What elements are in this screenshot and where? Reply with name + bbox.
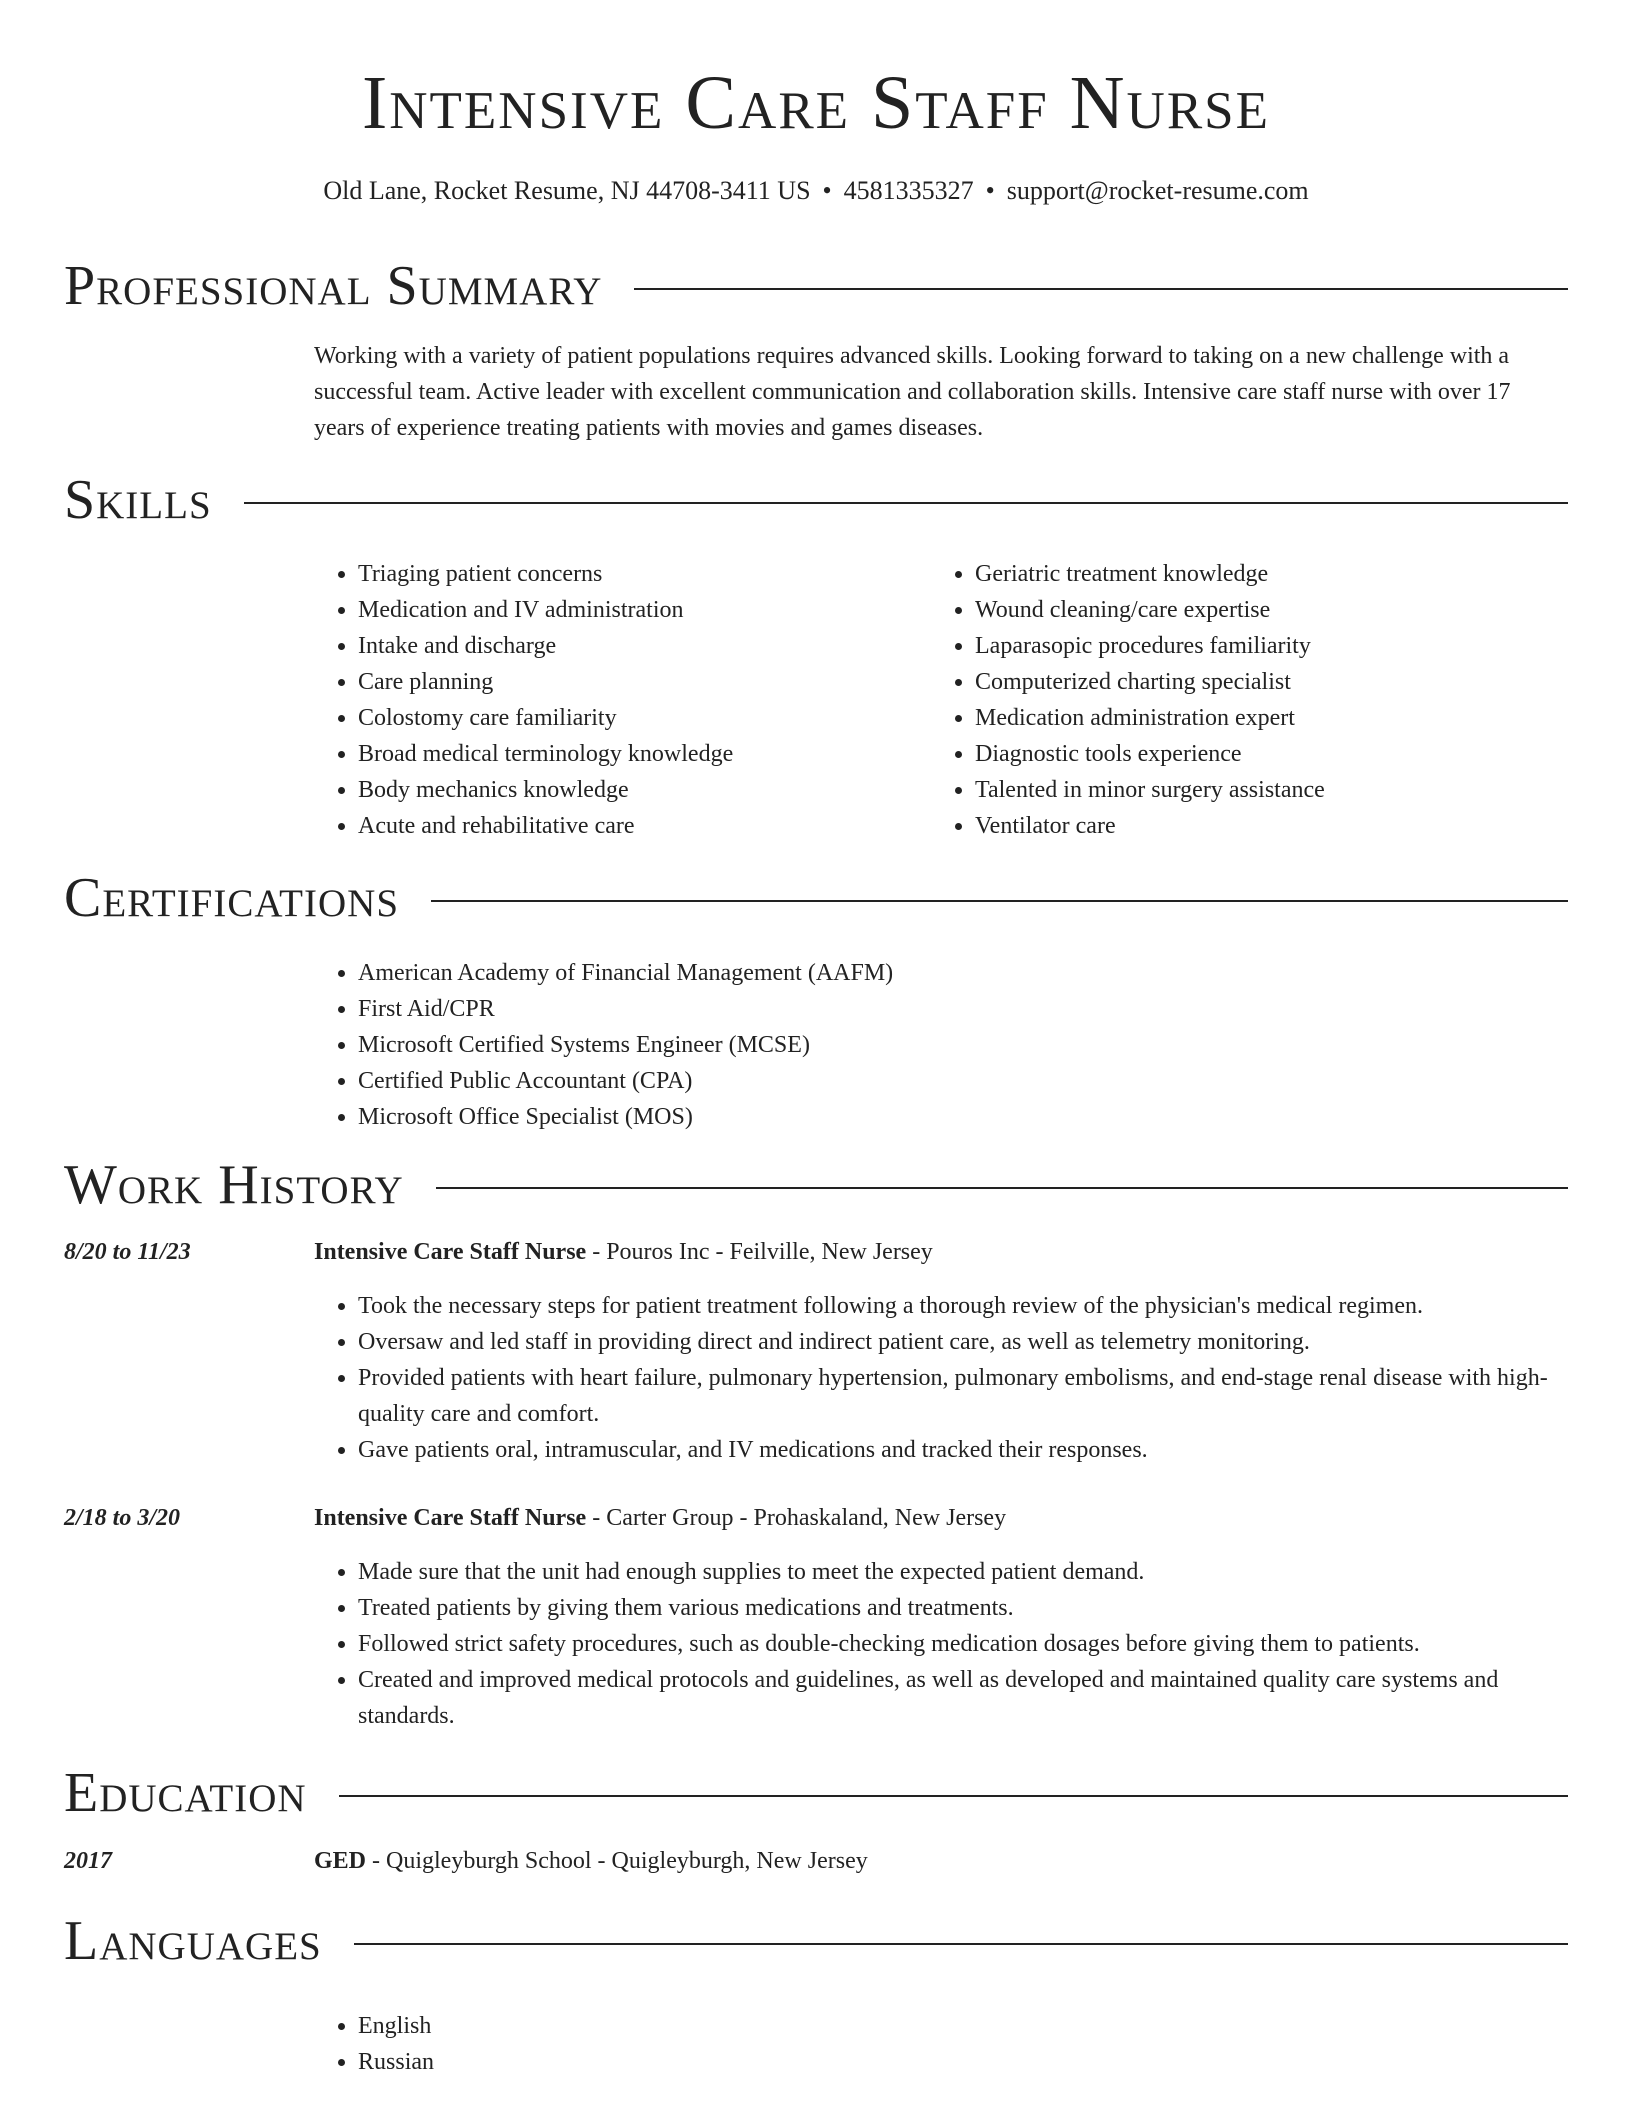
section-header-summary: [64, 252, 1568, 320]
languages-block: [314, 2008, 434, 2080]
section-title-education: Education: [64, 1762, 307, 1824]
skill-item: • Computerized charting specialist: [975, 664, 1531, 700]
skill-item: • Body mechanics knowledge: [358, 772, 914, 808]
language-item: • Russian: [358, 2044, 434, 2080]
job-bullet: • Oversaw and led staff in providing direct and indirect patient care, as well as telemetry monitoring.: [358, 1324, 1566, 1360]
job-bullet-list: [314, 1288, 1566, 1468]
section-rule: [634, 288, 1568, 290]
summary-text: Working with a variety of patient populations requires advanced skills. Looking forward to taking on a new challenge with a successful team. Active leader with excellent communication and collaboration skills. Intensive care staff nurse with over 17 years of experience treating patients with movies and games diseases.: [314, 343, 1511, 441]
contact-address: Old Lane, Rocket Resume, NJ 44708-3411 US: [323, 176, 811, 205]
section-rule: [436, 1187, 1568, 1189]
job-details: - Carter Group - Prohaskaland, New Jersey: [586, 1505, 1007, 1531]
education-details: - Quigleyburgh School - Quigleyburgh, New Jersey: [366, 1848, 868, 1874]
skills-column-2: [931, 556, 1531, 844]
job-bullet: • Took the necessary steps for patient treatment following a thorough review of the physician's medical regimen.: [358, 1288, 1566, 1324]
education-heading: [314, 1843, 868, 1879]
skill-item: • Broad medical terminology knowledge: [358, 736, 914, 772]
certification-item: • Microsoft Office Specialist (MOS): [358, 1099, 893, 1135]
certification-item: • American Academy of Financial Management (AAFM): [358, 955, 893, 991]
section-rule: [354, 1943, 1568, 1945]
job-heading: [314, 1500, 1006, 1536]
education-degree: GED: [314, 1848, 367, 1874]
section-title-certifications: Certifications: [64, 867, 400, 929]
job-bullet-list: [314, 1554, 1566, 1734]
certifications-block: [314, 955, 893, 1135]
certifications-list: [314, 955, 893, 1135]
skills-column-1: [314, 556, 914, 844]
skills-list: [931, 556, 1531, 844]
job-title: Intensive Care Staff Nurse: [314, 1505, 587, 1531]
skill-item: • Intake and discharge: [358, 628, 914, 664]
job-heading: [314, 1234, 933, 1270]
certification-item: • Microsoft Certified Systems Engineer (MCSE): [358, 1027, 893, 1063]
section-title-skills: Skills: [64, 469, 212, 531]
job-bullet: • Provided patients with heart failure, pulmonary hypertension, pulmonary embolisms, and end-stage renal disease with high-quality care and comfort.: [358, 1360, 1566, 1432]
job-title: Intensive Care Staff Nurse: [314, 1239, 587, 1265]
skill-item: • Acute and rehabilitative care: [358, 808, 914, 844]
contact-line: [0, 174, 1632, 208]
certification-item: • First Aid/CPR: [358, 991, 893, 1027]
job-bullet: • Gave patients oral, intramuscular, and IV medications and tracked their responses.: [358, 1432, 1566, 1468]
languages-list: [314, 2008, 434, 2080]
contact-separator: •: [822, 176, 832, 205]
section-header-languages: [64, 1907, 1568, 1975]
skill-item: • Laparasopic procedures familiarity: [975, 628, 1531, 664]
skill-item: • Wound cleaning/care expertise: [975, 592, 1531, 628]
skill-item: • Talented in minor surgery assistance: [975, 772, 1531, 808]
resume-title: Intensive Care Staff Nurse: [361, 61, 1271, 145]
skill-item: • Ventilator care: [975, 808, 1531, 844]
skill-item: • Geriatric treatment knowledge: [975, 556, 1531, 592]
skill-item: • Colostomy care familiarity: [358, 700, 914, 736]
certification-item: • Certified Public Accountant (CPA): [358, 1063, 893, 1099]
skill-item: • Care planning: [358, 664, 914, 700]
section-title-work-history: Work History: [64, 1154, 404, 1216]
skill-item: • Medication administration expert: [975, 700, 1531, 736]
section-title-summary: Professional Summary: [64, 255, 603, 317]
contact-phone: 4581335327: [843, 176, 974, 205]
section-header-skills: [64, 466, 1568, 534]
skills-list: [314, 556, 914, 844]
section-rule: [244, 502, 1568, 504]
job-bullets: [314, 1288, 1566, 1468]
section-rule: [431, 900, 1568, 902]
section-header-certifications: [64, 864, 1568, 932]
skill-item: • Medication and IV administration: [358, 592, 914, 628]
contact-email: support@rocket-resume.com: [1006, 176, 1309, 205]
contact-separator: •: [985, 176, 995, 205]
education-year: 2017: [64, 1848, 112, 1874]
skill-item: • Diagnostic tools experience: [975, 736, 1531, 772]
job-bullets: [314, 1554, 1566, 1734]
section-header-work-history: [64, 1151, 1568, 1219]
job-dates: 2/18 to 3/20: [64, 1505, 181, 1531]
job-bullet: • Treated patients by giving them various medications and treatments.: [358, 1590, 1566, 1626]
job-bullet: • Created and improved medical protocols and guidelines, as well as developed and maintained quality care systems and standards.: [358, 1662, 1566, 1734]
language-item: • English: [358, 2008, 434, 2044]
job-details: - Pouros Inc - Feilville, New Jersey: [586, 1239, 933, 1265]
job-dates: 8/20 to 11/23: [64, 1239, 191, 1265]
skill-item: • Triaging patient concerns: [358, 556, 914, 592]
job-bullet: • Made sure that the unit had enough supplies to meet the expected patient demand.: [358, 1554, 1566, 1590]
section-title-languages: Languages: [64, 1910, 322, 1972]
job-bullet: • Followed strict safety procedures, such as double-checking medication dosages before giving them to patients.: [358, 1626, 1566, 1662]
section-header-education: [64, 1759, 1568, 1827]
section-rule: [339, 1795, 1568, 1797]
